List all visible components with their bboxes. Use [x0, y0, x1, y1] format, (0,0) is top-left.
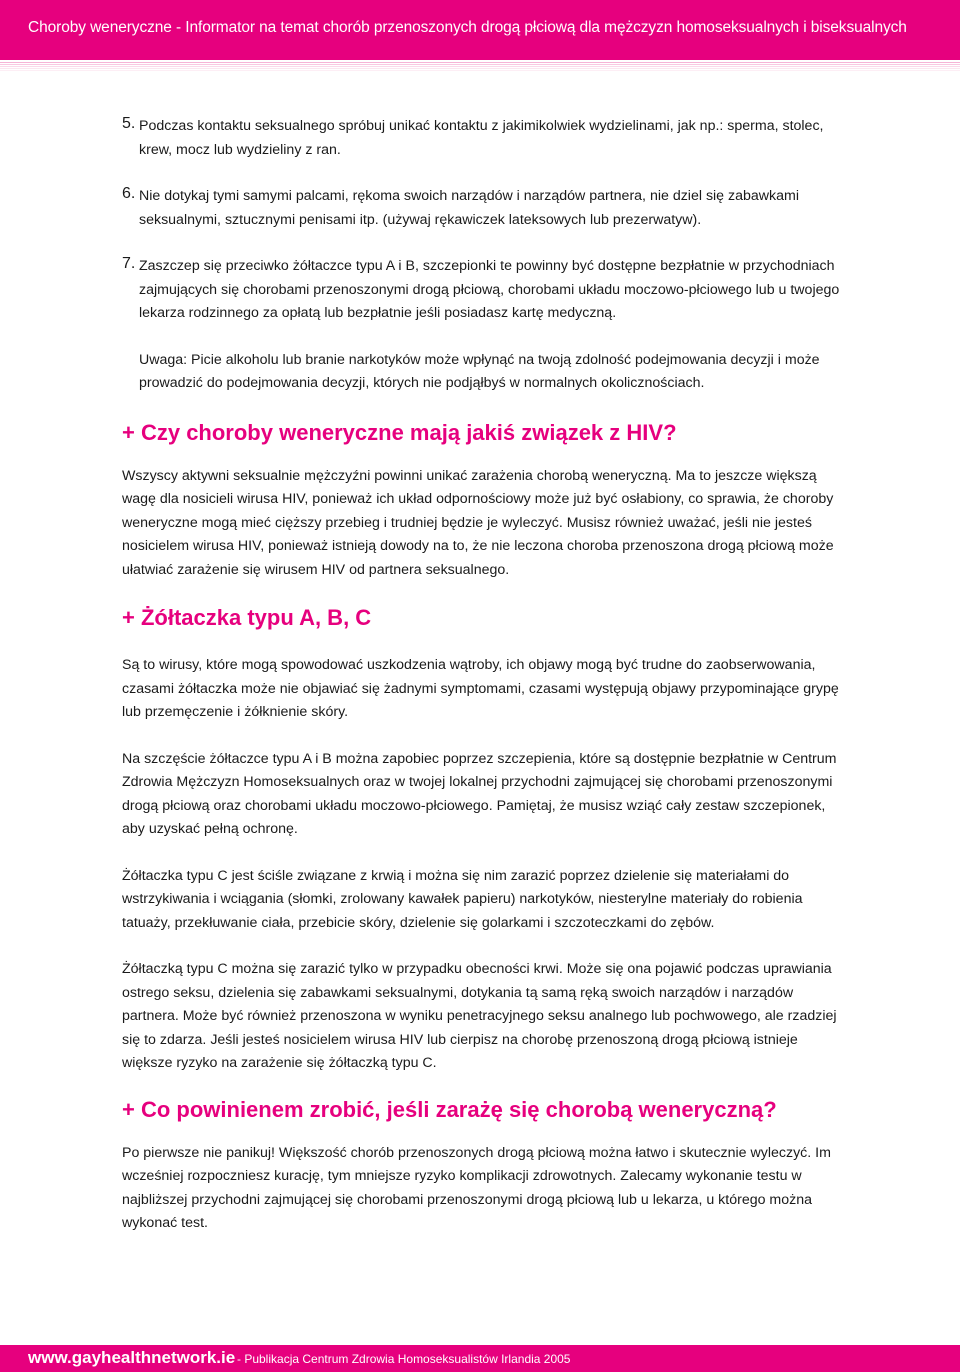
list-item-text: Zaszczep się przeciwko żółtaczce typu A i B, szczepionki te powinny być dostępne bezpłatnie w przychodniach zajmujących się chorobami przenoszonymi drogą płciową, chorobami układu moczowo-płciowego lub u twojego lekarza rodzinnego za opłatą lub bezpłatnie jeśli posiadasz kartę medyczną. [139, 258, 840, 321]
list-number: 7. [122, 255, 136, 272]
section-heading-hepatitis: + Żółtaczka typu A, B, C [122, 605, 372, 630]
header-stripes [0, 62, 960, 72]
document-body [122, 115, 842, 1236]
paragraph: Wszyscy aktywni seksualnie mężczyźni powinni unikać zarażenia chorobą weneryczną. Ma to jeszcze większą wagę dla nosicieli wirusa HIV, ponieważ ich układ odpornościowy może już być osłabiony, co sprawia, że choroby weneryczne mogą mieć cięższy przebieg i trudniej będzie je wyleczyć. Musisz również uważać, jeśli nie jesteś nosicielem wirusa HIV, ponieważ istnieją dowody na to, że nie leczona choroba przenoszona drogą płciową może ułatwiać zarażenie się wirusem HIV od partnera seksualnego. [122, 467, 834, 578]
page-footer [0, 1345, 960, 1372]
list-number: 5. [122, 115, 136, 132]
paragraph: Żółtaczka typu C jest ściśle związane z krwią i można się nim zarazić poprzez dzielenie się materiałami do wstrzykiwania i wciągania (słomki, zrolowany kawałek papieru) narkotyków, niesterylne materiały do robienia tatuaży, przekłuwanie ciała, przebicie skóry, dzielenie się golarkami i szczoteczkami do zębów. [122, 867, 803, 931]
section-heading-what-to-do: + Co powinienem zrobić, jeśli zarażę się chorobą weneryczną? [122, 1096, 777, 1122]
section-heading-hiv: + Czy choroby weneryczne mają jakiś związek z HIV? [122, 419, 677, 445]
list-item-7 [122, 255, 842, 326]
paragraph: Są to wirusy, które mogą spowodować uszkodzenia wątroby, ich objawy mogą być trudne do zaobserwowania, czasami żółtaczka może nie objawiać się żadnymi symptomami, czasami występują objawy przypominające grypę lub przemęczenie i żółknienie skóry. [122, 657, 839, 720]
list-item-text: Nie dotykaj tymi samymi palcami, rękoma swoich narządów i narządów partnera, nie dziel się zabawkami seksualnymi, sztucznymi penisami itp. (używaj rękawiczek lateksowych lub prezerwatyw). [139, 188, 799, 228]
paragraph: Po pierwsze nie panikuj! Większość chorób przenoszonych drogą płciową można łatwo i skutecznie wyleczyć. Im wcześniej rozpoczniesz kurację, tym mniejsze ryzyko komplikacji zdrowotnych. Zalecamy wykonanie testu w najbliższej przychodni zajmującej się chorobami przenoszonymi drogą płciową lub u lekarza, u którego można wykonać test. [122, 1144, 831, 1231]
paragraph: Żółtaczką typu C można się zarazić tylko w przypadku obecności krwi. Może się ona pojawić podczas uprawiania ostrego seksu, dzielenia się zabawkami seksualnymi, dotykania tą samą ręką swoich narządów i narządów partnera. Może być również przenoszona w wyniku penetracyjnego seksu analnego lub pochwowego, ale rzadziej się to zdarza. Jeśli jesteś nosicielem wirusa HIV lub cierpisz na chorobę przenoszoną drogą płciową istnieje większe ryzyko na zarażenie się żółtaczką typu C. [122, 961, 837, 1071]
list-item-text: Podczas kontaktu seksualnego spróbuj unikać kontaktu z jakimikolwiek wydzielinami, jak np.: sperma, stolec, krew, mocz lub wydzieliny z ran. [139, 118, 824, 158]
note-paragraph: Uwaga: Picie alkoholu lub branie narkotyków może wpłynąć na twoją zdolność podejmowania decyzji i może prowadzić do podejmowania decyzji, których nie podjąłbyś w normalnych okolicznościach. [139, 351, 820, 391]
footer-website-link[interactable]: www.gayhealthnetwork.ie [28, 1348, 236, 1367]
page-header [0, 0, 960, 60]
list-item-5 [122, 115, 842, 162]
header-title: Choroby weneryczne - Informator na temat chorób przenoszonych drogą płciową dla mężczyzn homoseksualnych i biseksualnych [28, 19, 907, 36]
list-number: 6. [122, 185, 136, 202]
paragraph: Na szczęście żółtaczce typu A i B można zapobiec poprzez szczepienia, które są dostępnie bezpłatnie w Centrum Zdrowia Mężczyzn Homoseksualnych oraz w twojej lokalnej przychodni zajmującej się chorobami przenoszonymi drogą płciową oraz chorobami układu moczowo-płciowego. Pamiętaj, że musisz wziąć cały zestaw szczepionek, aby uzyskać pełną ochronę. [122, 750, 837, 837]
footer-publisher: - Publikacja Centrum Zdrowia Homoseksualistów Irlandia 2005 [237, 1352, 571, 1366]
list-item-6 [122, 185, 842, 232]
